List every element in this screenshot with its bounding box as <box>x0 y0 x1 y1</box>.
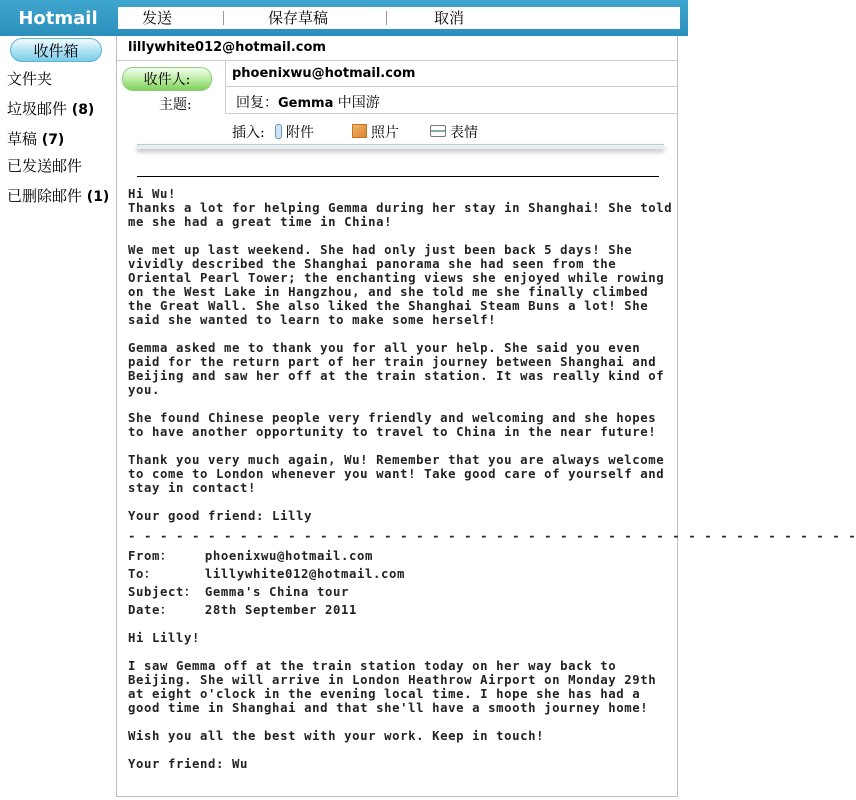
unread-count: (7) <box>41 132 65 148</box>
body-paragraph: Thank you very much again, Wu! Remember that you are always welcome to come to London whenever you want! Take good care of yourself and stay in contact! <box>128 453 673 495</box>
quoted-paragraph: Wish you all the best with your work. Keep in touch! <box>128 729 545 743</box>
quote-divider: - - - - - - - - - - - - - - - - - - - - - - - - - - - - - - - - - - - - - - - - - - - - - - <box>128 529 856 543</box>
attach-button[interactable] <box>275 122 314 142</box>
to-address: phoenixwu@hotmail.com <box>232 66 416 81</box>
subject-value <box>236 92 380 112</box>
body-signoff: Your good friend: Lilly <box>128 509 313 523</box>
from-address: lillywhite012@hotmail.com <box>128 40 326 55</box>
to-field[interactable] <box>225 61 678 87</box>
subject-prefix: 回复： <box>236 95 278 111</box>
folders-label: 文件夹 <box>7 70 53 88</box>
quoted-subject: Subject： Gemma's China tour <box>128 585 349 599</box>
send-button[interactable]: 发送 <box>142 9 173 27</box>
photo-icon <box>352 124 367 138</box>
emoticon-icon <box>430 125 446 137</box>
from-row <box>117 36 677 61</box>
to-button[interactable]: 收件人: <box>122 67 212 91</box>
photo-label: 照片 <box>371 125 399 141</box>
editor-toolbar-bar <box>137 144 664 149</box>
attach-label: 附件 <box>286 125 314 141</box>
quoted-greeting: Hi Lilly! <box>128 631 201 645</box>
subject-rest: 中国游 <box>333 95 380 111</box>
quoted-paragraph: I saw Gemma off at the train station today on her way back to Beijing. She will arrive in London Heathrow Airport on Monday 29th at eight o'clock in the evening local time. I hope she has had a good time in Shanghai and that she'll have a smooth journey home! <box>128 659 665 715</box>
sidebar-item-drafts[interactable] <box>7 128 64 149</box>
divider <box>137 176 659 177</box>
body-greeting: Hi Wu! <box>128 187 177 201</box>
body-paragraph: We met up last weekend. She had only just been back 5 days! She vividly described the Shanghai panorama she had seen from the Oriental Pearl Tower; the enchanting views she enjoyed while rowing on the West Lake in Hangzhou, and she told me she finally climbed the Great Wall. She also liked the Shanghai Steam Buns a lot! She said she wanted to learn to make some herself! <box>128 243 673 327</box>
unread-count: (1) <box>86 189 110 205</box>
hotmail-logo: Hotmail <box>0 0 116 36</box>
sidebar-item-label: 草稿 <box>7 130 38 148</box>
body-paragraph: Gemma asked me to thank you for all your help. She said you even paid for the return part of her train journey between Shanghai and Beijing and saw her off at the train station. It was really kind of you. <box>128 341 673 397</box>
quoted-to: To： lillywhite012@hotmail.com <box>128 567 406 581</box>
sidebar-item-junk[interactable] <box>7 98 94 119</box>
inbox-button[interactable]: 收件箱 <box>10 38 102 62</box>
subject-name: Gemma <box>278 96 334 111</box>
paperclip-icon <box>275 124 282 139</box>
body-paragraph: She found Chinese people very friendly and welcoming and she hopes to have another opportunity to travel to China in the near future! <box>128 411 665 439</box>
compose-panel <box>116 36 856 797</box>
quoted-signoff: Your friend: Wu <box>128 757 249 771</box>
cancel-button[interactable]: 取消 <box>434 9 465 27</box>
photo-button[interactable] <box>352 122 399 142</box>
sidebar-item-label: 已删除邮件 <box>7 187 83 205</box>
body-paragraph: Thanks a lot for helping Gemma during her stay in Shanghai! She told me she had a great time in China! <box>128 201 681 229</box>
subject-label: 主题: <box>159 97 192 113</box>
toolbar-divider <box>386 11 387 25</box>
emoticon-label: 表情 <box>450 125 478 141</box>
quoted-from: From： phoenixwu@hotmail.com <box>128 549 373 563</box>
emoticon-button[interactable] <box>430 122 478 142</box>
sidebar-item-sent[interactable]: 已发送邮件 <box>7 157 83 175</box>
compose-toolbar <box>116 0 688 36</box>
toolbar-divider <box>223 11 224 25</box>
insert-label: 插入: <box>232 125 265 141</box>
sidebar-item-deleted[interactable] <box>7 185 109 206</box>
quoted-date: Date： 28th September 2011 <box>128 603 357 617</box>
toolbar-strip <box>118 7 680 29</box>
sidebar-item-label: 垃圾邮件 <box>7 100 68 118</box>
message-body[interactable] <box>128 187 856 785</box>
unread-count: (8) <box>71 102 95 118</box>
subject-field[interactable] <box>225 87 678 114</box>
save-draft-button[interactable]: 保存草稿 <box>268 9 329 27</box>
